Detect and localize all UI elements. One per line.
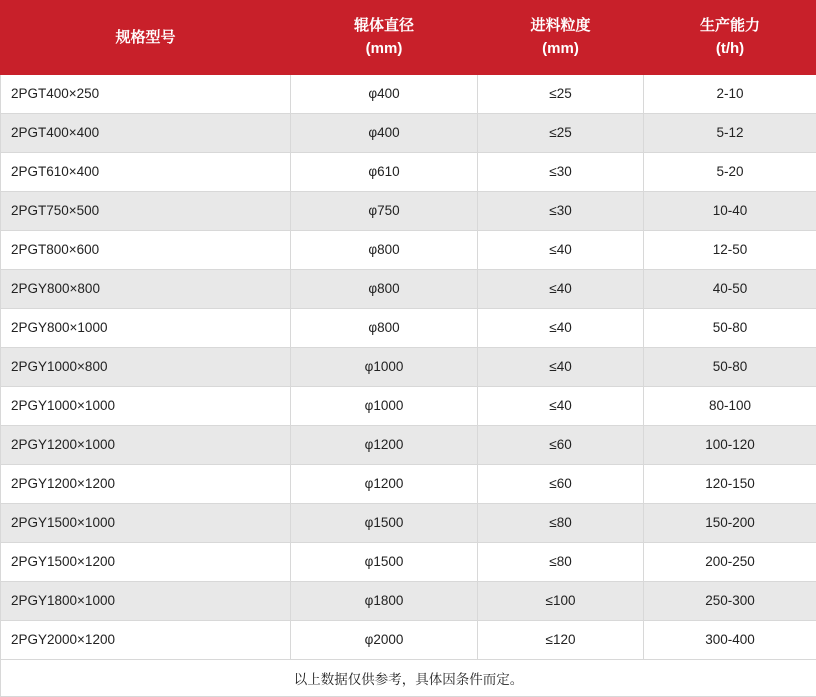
cell-capacity: 40-50 (644, 269, 816, 308)
table-row (1, 347, 816, 386)
cell-feed: ≤100 (478, 581, 644, 620)
cell-diameter: φ1000 (291, 386, 478, 425)
footnote-text: 以上数据仅供参考，具体因条件而定。 (1, 659, 816, 696)
column-header-capacity (644, 1, 816, 75)
cell-feed: ≤80 (478, 503, 644, 542)
cell-diameter: φ800 (291, 308, 478, 347)
cell-feed: ≤40 (478, 347, 644, 386)
table-header (1, 1, 816, 75)
table-row (1, 191, 816, 230)
column-header-capacity-unit: (t/h) (648, 37, 812, 60)
table-row (1, 74, 816, 113)
cell-model: 2PGY1500×1000 (1, 503, 291, 542)
column-header-capacity-title: 生产能力 (700, 17, 760, 34)
table-row (1, 503, 816, 542)
cell-capacity: 5-12 (644, 113, 816, 152)
cell-feed: ≤40 (478, 269, 644, 308)
cell-feed: ≤25 (478, 74, 644, 113)
table-header-row (1, 1, 816, 75)
cell-model: 2PGT400×250 (1, 74, 291, 113)
cell-feed: ≤40 (478, 230, 644, 269)
cell-model: 2PGT400×400 (1, 113, 291, 152)
cell-capacity: 50-80 (644, 308, 816, 347)
table-row (1, 542, 816, 581)
table-row (1, 620, 816, 659)
table-row (1, 581, 816, 620)
cell-feed: ≤30 (478, 152, 644, 191)
table-footer (1, 659, 816, 696)
cell-feed: ≤80 (478, 542, 644, 581)
cell-capacity: 100-120 (644, 425, 816, 464)
cell-diameter: φ1500 (291, 542, 478, 581)
column-header-roller-diameter (291, 1, 478, 75)
cell-model: 2PGT800×600 (1, 230, 291, 269)
cell-model: 2PGY1200×1200 (1, 464, 291, 503)
column-header-model-title: 规格型号 (115, 29, 175, 46)
cell-model: 2PGY1500×1200 (1, 542, 291, 581)
cell-diameter: φ1500 (291, 503, 478, 542)
cell-diameter: φ400 (291, 113, 478, 152)
column-header-feed-size-unit: (mm) (482, 37, 639, 60)
table-row (1, 425, 816, 464)
cell-diameter: φ1800 (291, 581, 478, 620)
cell-diameter: φ800 (291, 269, 478, 308)
cell-model: 2PGY1000×1000 (1, 386, 291, 425)
table-row (1, 386, 816, 425)
column-header-roller-diameter-title: 辊体直径 (354, 17, 414, 34)
cell-capacity: 250-300 (644, 581, 816, 620)
cell-diameter: φ1200 (291, 464, 478, 503)
cell-capacity: 150-200 (644, 503, 816, 542)
cell-model: 2PGY1000×800 (1, 347, 291, 386)
table-row (1, 308, 816, 347)
column-header-model (1, 1, 291, 75)
cell-diameter: φ610 (291, 152, 478, 191)
cell-diameter: φ800 (291, 230, 478, 269)
cell-diameter: φ1200 (291, 425, 478, 464)
table-row (1, 464, 816, 503)
cell-model: 2PGT750×500 (1, 191, 291, 230)
cell-capacity: 5-20 (644, 152, 816, 191)
column-header-feed-size-title: 进料粒度 (530, 17, 590, 34)
cell-diameter: φ2000 (291, 620, 478, 659)
cell-capacity: 50-80 (644, 347, 816, 386)
cell-model: 2PGY800×800 (1, 269, 291, 308)
cell-feed: ≤25 (478, 113, 644, 152)
cell-model: 2PGY800×1000 (1, 308, 291, 347)
cell-model: 2PGY1200×1000 (1, 425, 291, 464)
column-header-feed-size (478, 1, 644, 75)
cell-capacity: 300-400 (644, 620, 816, 659)
table-row (1, 269, 816, 308)
cell-capacity: 2-10 (644, 74, 816, 113)
cell-diameter: φ750 (291, 191, 478, 230)
cell-feed: ≤60 (478, 464, 644, 503)
cell-diameter: φ1000 (291, 347, 478, 386)
cell-model: 2PGY2000×1200 (1, 620, 291, 659)
cell-capacity: 12-50 (644, 230, 816, 269)
footnote-row (1, 659, 816, 696)
cell-model: 2PGT610×400 (1, 152, 291, 191)
table-body (1, 74, 816, 659)
cell-feed: ≤60 (478, 425, 644, 464)
cell-feed: ≤120 (478, 620, 644, 659)
column-header-roller-diameter-unit: (mm) (295, 37, 473, 60)
cell-capacity: 200-250 (644, 542, 816, 581)
table-row (1, 230, 816, 269)
cell-feed: ≤40 (478, 386, 644, 425)
cell-feed: ≤40 (478, 308, 644, 347)
table-row (1, 152, 816, 191)
cell-feed: ≤30 (478, 191, 644, 230)
table-row (1, 113, 816, 152)
cell-capacity: 10-40 (644, 191, 816, 230)
cell-model: 2PGY1800×1000 (1, 581, 291, 620)
cell-capacity: 120-150 (644, 464, 816, 503)
cell-capacity: 80-100 (644, 386, 816, 425)
cell-diameter: φ400 (291, 74, 478, 113)
